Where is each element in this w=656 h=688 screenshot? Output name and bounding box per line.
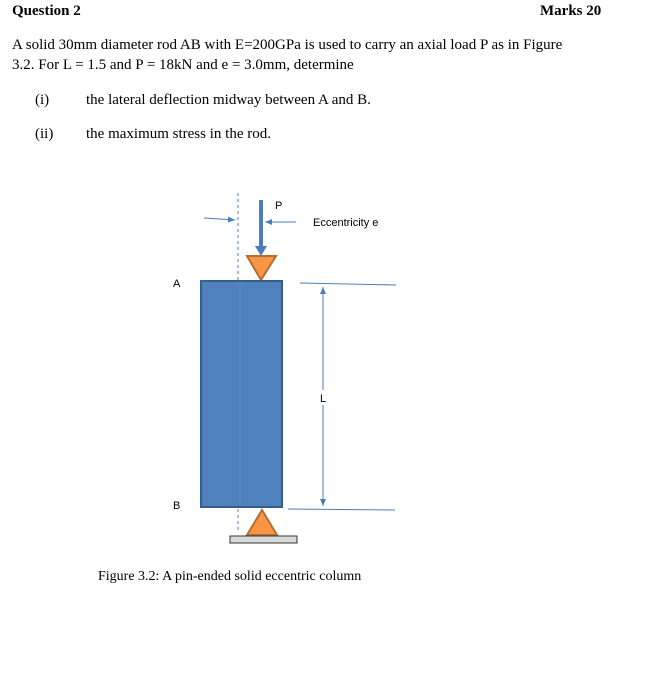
top-pin-support bbox=[247, 256, 276, 280]
ground-base bbox=[230, 536, 297, 543]
figure-caption: Figure 3.2: A pin-ended solid eccentric column bbox=[98, 569, 362, 584]
question-title: Question 2 bbox=[12, 3, 81, 19]
dimension-line-bottom bbox=[288, 509, 395, 510]
label-eccentricity: Eccentricity e bbox=[313, 217, 379, 229]
item-number-ii: (ii) bbox=[35, 126, 54, 142]
item-text-i: the lateral deflection midway between A and B. bbox=[86, 92, 371, 108]
item-number-i: (i) bbox=[35, 92, 50, 108]
bottom-pin-support bbox=[247, 510, 277, 535]
load-arrow-head bbox=[255, 246, 267, 256]
marks-label: Marks 20 bbox=[540, 3, 602, 19]
dimension-line-top bbox=[300, 283, 396, 285]
item-text-ii: the maximum stress in the rod. bbox=[86, 126, 271, 142]
eccentricity-arrow-left bbox=[204, 218, 235, 220]
label-b: B bbox=[173, 500, 181, 512]
column-rod bbox=[201, 281, 282, 507]
question-text-line1: A solid 30mm diameter rod AB with E=200GPa is used to carry an axial load P as in Figure bbox=[12, 37, 563, 53]
question-text-line2: 3.2. For L = 1.5 and P = 18kN and e = 3.0mm, determine bbox=[12, 57, 354, 73]
label-p: P bbox=[275, 200, 283, 212]
label-l: L bbox=[320, 393, 327, 405]
label-a: A bbox=[173, 278, 181, 290]
